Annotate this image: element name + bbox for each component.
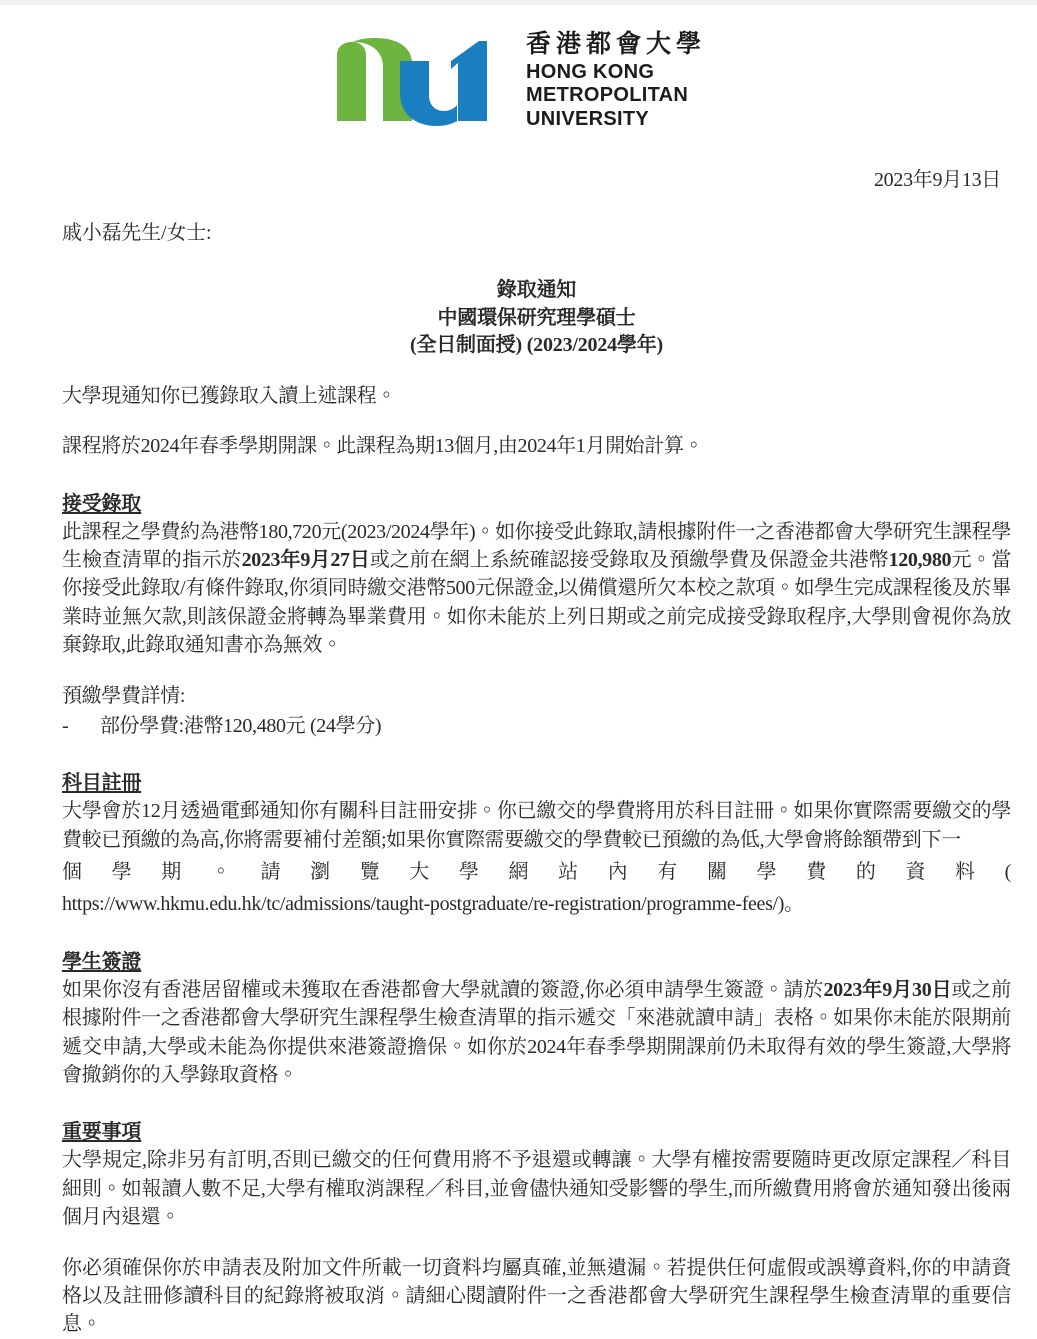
mu-logo-icon xyxy=(331,33,506,128)
letterhead xyxy=(0,0,1037,130)
important-notes-paragraph-2: 你必須確保你於申請表及附加文件所載一切資料均屬真確,並無遺漏。若提供任何虛假或誤導資料,你的申請資格以及註冊修讀科目的紀錄將被取消。請細心閱讀附件一之香港都會大學研究生課程學生檢查清單的重要信息。 xyxy=(62,1256,1011,1336)
important-notes-paragraph-1: 大學規定,除非另有訂明,否則已繳交的任何費用將不予退還或轉讓。大學有權按需要隨時更改原定課程／科目細則。如報讀人數不足,大學有權取消課程／科目,並會儘快通知受影響的學生,而所繳費用將會於通知發出後兩個月內退還。 xyxy=(62,1149,1011,1229)
section-heading-acceptance: 接受錄取 xyxy=(62,492,142,515)
bullet-marker: - xyxy=(62,714,69,737)
subject-registration-url-line xyxy=(62,890,1011,918)
subject-registration-paragraph xyxy=(62,797,1011,854)
subject-registration-spaced-line xyxy=(62,858,1011,886)
student-visa-paragraph xyxy=(62,976,1011,1090)
acceptance-text-3: 元。當你接受此錄取/有條件錄取,你須同時繳交港幣500元保證金,以備償還所欠本校之款項。如學生完成課程後及於畢業時並無欠款,則該保證金將轉為畢業費用。如你未能於上列日期或之前完成接受錄取程序,大學則會視你為放棄錄取,此錄取通知書亦為無效。 xyxy=(62,548,1011,657)
subject-registration-spaced-text: 個學期。請瀏覽大學網站內有關學費的資料( xyxy=(62,861,1011,884)
prepaid-fee-text: 部份學費:港幣120,480元 (24學分) xyxy=(100,714,382,737)
salutation: 戚小磊先生/女士: xyxy=(62,222,212,244)
acceptance-text-1: 此課程之學費約為港幣180,720元(2023/2024學年)。如你接受此錄取,請根據附件一之香港都會大學研究生課程學生檢查清單的指示於 xyxy=(62,520,1011,571)
section-heading-important-notes: 重要事項 xyxy=(62,1121,142,1144)
letter-title xyxy=(62,277,1011,360)
prepaid-fee-label: 預繳學費詳情: xyxy=(62,684,186,707)
acceptance-deadline: 2023年9月27日 xyxy=(241,548,370,571)
logo-english-line-1: HONG KONG xyxy=(525,60,655,83)
intro-paragraph: 大學現通知你已獲錄取入讀上述課程。 xyxy=(62,384,397,407)
programme-schedule-paragraph: 課程將於2024年春季學期開課。此課程為期13個月,由2024年1月開始計算。 xyxy=(62,435,704,458)
letter-body xyxy=(0,163,1037,1339)
acceptance-paragraph xyxy=(62,518,1011,660)
letter-title-line-2: 中國環保研究理學碩士 xyxy=(437,306,636,329)
page-top-edge xyxy=(0,0,1037,5)
acceptance-text-2: 或之前在網上系統確認接受錄取及預繳學費及保證金共港幣 xyxy=(369,548,889,571)
logo-english-line-3: UNIVERSITY xyxy=(525,107,650,130)
logo-english-name xyxy=(526,61,706,132)
student-visa-text-1: 如果你沒有香港居留權或未獲取在香港都會大學就讀的簽證,你必須申請學生簽證。請於 xyxy=(62,978,824,1001)
subject-registration-text-1: 大學會於12月透過電郵通知你有關科目註冊安排。你已繳交的學費將用於科目註冊。如果你實際需要繳交的學費較已預繳的為高,你將需要補付差額;如果你實際需要繳交的學費較已預繳的為低,大學會將餘額帶到下一 xyxy=(62,800,1011,851)
programme-fees-url[interactable]: https://www.hkmu.edu.hk/tc/admissions/taught-postgraduate/re-registration/programme-fees/ xyxy=(62,893,778,916)
letter-title-line-3: (全日制面授) (2023/2024學年) xyxy=(410,334,663,357)
logo-chinese-name: 香港都會大學 xyxy=(525,28,706,58)
acceptance-amount: 120,980 xyxy=(888,548,952,571)
logo-wordmark xyxy=(526,29,706,132)
subject-registration-url-tail: )。 xyxy=(777,893,804,916)
student-visa-text-2: 或之前根據附件一之香港都會大學研究生課程學生檢查清單的指示遞交「來港就讀申請」表格。如果你未能於限期前遞交申請,大學或未能為你提供來港簽證擔保。如你於2024年春季學期開課前仍未取得有效的學生簽證,大學將會撤銷你的入學錄取資格。 xyxy=(62,978,1011,1087)
letter-title-line-1: 錄取通知 xyxy=(496,279,577,301)
section-heading-subject-registration: 科目註冊 xyxy=(62,772,142,795)
prepaid-fee-item xyxy=(62,712,1011,740)
letter-date: 2023年9月13日 xyxy=(873,169,1001,191)
logo-english-line-2: METROPOLITAN xyxy=(525,84,689,107)
student-visa-deadline: 2023年9月30日 xyxy=(823,978,952,1001)
section-heading-student-visa: 學生簽證 xyxy=(62,950,142,973)
